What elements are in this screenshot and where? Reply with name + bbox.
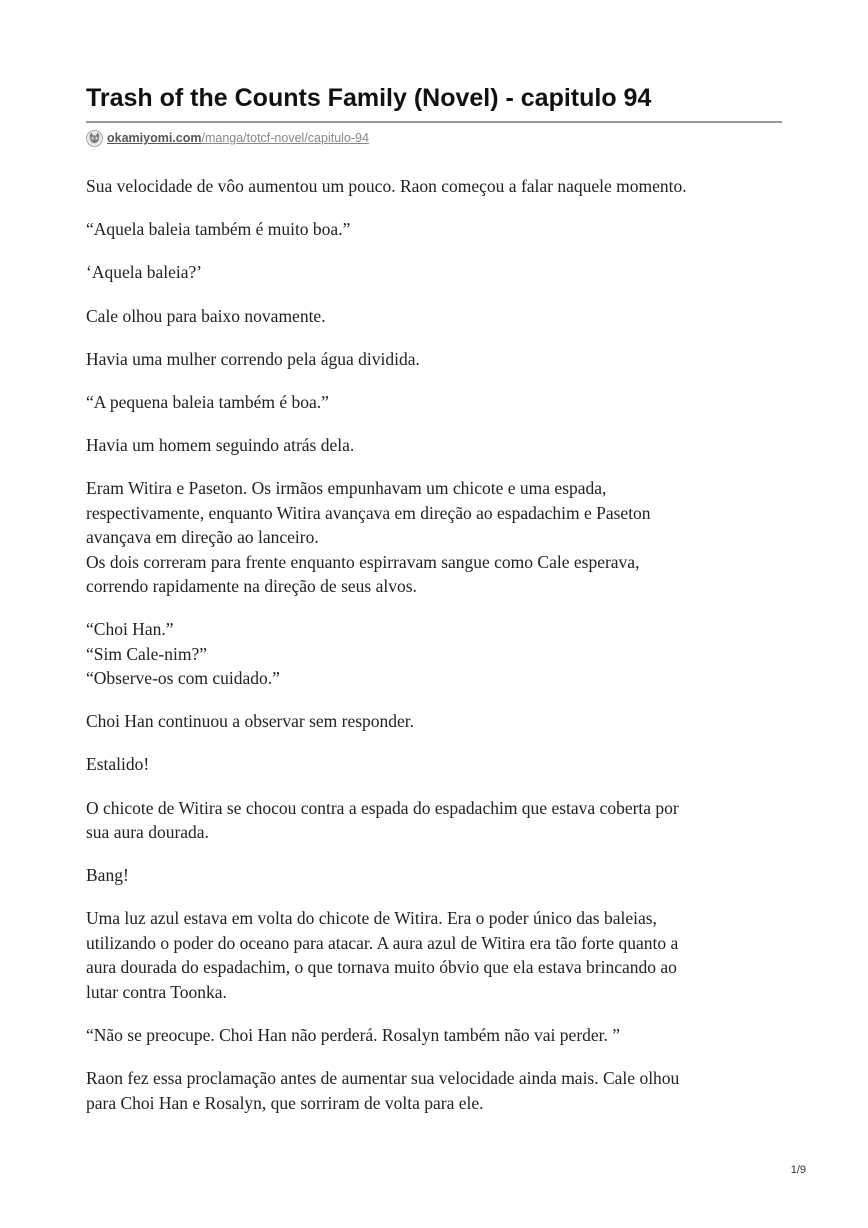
paragraph	[86, 304, 776, 328]
paragraph	[86, 174, 776, 198]
paragraph-line: utilizando o poder do oceano para atacar. A aura azul de Witira era tão forte quanto a	[86, 932, 679, 953]
source-line	[86, 129, 369, 147]
paragraph-line: respectivamente, enquanto Witira avançava em direção ao espadachim e Paseton	[86, 502, 651, 523]
paragraph	[86, 617, 776, 690]
paragraph-line: correndo rapidamente na direção de seus alvos.	[86, 576, 417, 597]
title-divider	[86, 121, 782, 123]
paragraph-line: “Sim Cale-nim?”	[86, 643, 208, 664]
paragraph	[86, 476, 776, 598]
paragraph-line: O chicote de Witira se chocou contra a espada do espadachim que estava coberta por	[86, 797, 679, 818]
paragraph	[86, 347, 776, 371]
page-title: Trash of the Counts Family (Novel) - capitulo 94	[86, 84, 652, 112]
paragraph-line: Estalido!	[86, 754, 150, 775]
paragraph	[86, 1023, 776, 1047]
paragraph-line: “Observe-os com cuidado.”	[86, 668, 280, 689]
paragraph-line: lutar contra Toonka.	[86, 981, 227, 1002]
paragraph	[86, 752, 776, 776]
paragraph-line: “Não se preocupe. Choi Han não perderá. Rosalyn também não vai perder. ”	[86, 1024, 621, 1045]
paragraph	[86, 217, 776, 241]
paragraph-line: “A pequena baleia também é boa.”	[86, 392, 329, 413]
paragraph	[86, 390, 776, 414]
paragraph-line: Bang!	[86, 865, 129, 886]
paragraph-line: Eram Witira e Paseton. Os irmãos empunhavam um chicote e uma espada,	[86, 478, 607, 499]
paragraph	[86, 796, 776, 845]
paragraph-line: para Choi Han e Rosalyn, que sorriram de volta para ele.	[86, 1092, 484, 1113]
paragraph-line: “Aquela baleia também é muito boa.”	[86, 219, 351, 240]
source-path-link[interactable]: /manga/totcf-novel/capitulo-94	[201, 131, 369, 145]
paragraph-line: Uma luz azul estava em volta do chicote de Witira. Era o poder único das baleias,	[86, 908, 657, 929]
paragraph	[86, 1066, 776, 1115]
paragraph-line: Choi Han continuou a observar sem responder.	[86, 711, 415, 732]
paragraph	[86, 709, 776, 733]
paragraph	[86, 433, 776, 457]
paragraph-line: aura dourada do espadachim, o que tornava muito óbvio que ela estava brincando ao	[86, 957, 677, 978]
page-indicator: 1/9	[790, 1164, 806, 1176]
paragraph-line: “Choi Han.”	[86, 619, 174, 640]
wolf-favicon-icon	[86, 130, 103, 147]
article-body	[86, 174, 776, 1134]
paragraph	[86, 863, 776, 887]
paragraph-line: Os dois correram para frente enquanto espirravam sangue como Cale esperava,	[86, 551, 640, 572]
paragraph-line: sua aura dourada.	[86, 822, 209, 843]
paragraph-line: Sua velocidade de vôo aumentou um pouco. Raon começou a falar naquele momento.	[86, 176, 687, 196]
paragraph-line: Havia uma mulher correndo pela água dividida.	[86, 348, 420, 369]
paragraph-line: ‘Aquela baleia?’	[86, 262, 203, 283]
paragraph-line: Cale olhou para baixo novamente.	[86, 305, 326, 326]
paragraph	[86, 906, 776, 1004]
paragraph-line: Raon fez essa proclamação antes de aumentar sua velocidade ainda mais. Cale olhou	[86, 1068, 680, 1089]
source-host-link[interactable]: okamiyomi.com	[107, 131, 202, 145]
paragraph-line: Havia um homem seguindo atrás dela.	[86, 435, 355, 456]
paragraph	[86, 260, 776, 284]
paragraph-line: avançava em direção ao lanceiro.	[86, 527, 319, 548]
